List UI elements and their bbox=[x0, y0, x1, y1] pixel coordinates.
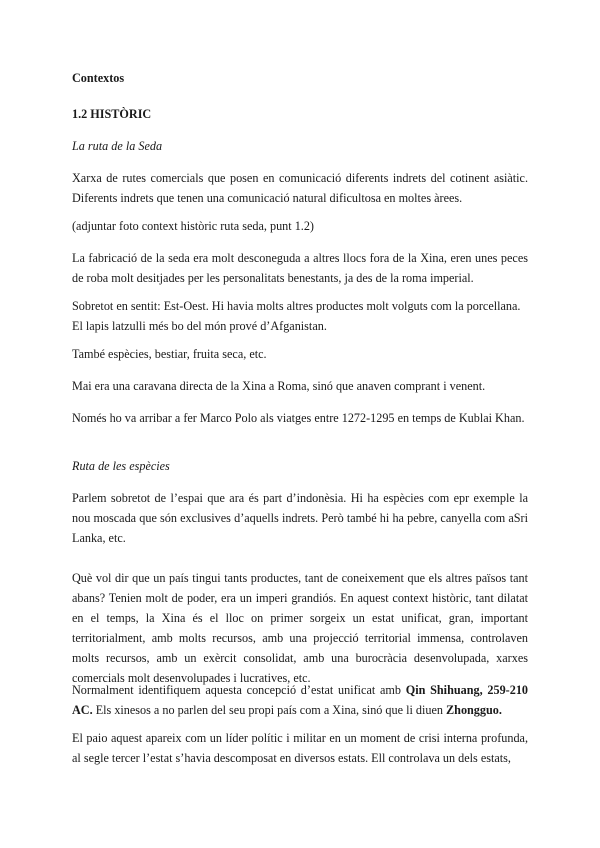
paragraph-qin-shihuang bbox=[72, 680, 528, 720]
section-label: Contextos bbox=[72, 71, 125, 85]
paragraph-marco-polo: Només ho va arribar a fer Marco Polo als viatges entre 1272-1295 en temps de Kublai Khan. bbox=[72, 411, 525, 425]
qin-shihuang-name: Qin Shihuang, 259-210 AC. bbox=[72, 683, 529, 717]
paragraph-silk-fabrication: La fabricació de la seda era molt desconeguda a altres llocs fora de la Xina, eren unes peces de roba molt desitjades per les personalitats benestants, ja des de la roma imperial. bbox=[72, 251, 528, 285]
paragraph-silk-network: Xarxa de rutes comercials que posen en comunicació diferents indrets del cotinent asiàtic. Diferents indrets que tenen una comunicació natural dificultosa en moltes àrees. bbox=[72, 171, 528, 205]
subheading-spice-route: Ruta de les espècies bbox=[72, 459, 170, 473]
paragraph-indonesia: Parlem sobretot de l’espai que ara és part d’indonèsia. Hi ha espècies com epr exemple la nou moscada que són exclusives d’aquells indrets. Però també hi ha pebre, canyella com aSri Lanka, etc. bbox=[72, 491, 528, 545]
paragraph-china-power: Què vol dir que un país tingui tants productes, tant de coneixement que els altres països tant abans? Tenien molt de poder, era un imperi grandiós. En aquest context històric, tant dilatat en el temps, la Xina és el lloc on primer sorgeix un estat unificat, gran, important territorialment, amb molts recursos, amb una projecció territorial immensa, controlaven molts recursos, amb un exèrcit consolidat, amb una burocràcia desenvolupada, xarxes comercials molt desenvolupades i lucratives, etc. bbox=[72, 571, 528, 685]
paragraph-east-west: Sobretot en sentit: Est-Oest. Hi havia molts altres productes molt volguts com la porcellana. El lapis latzulli més bo del món prové d’Afganistan. bbox=[72, 299, 521, 333]
paragraph-photo-note: (adjuntar foto context històric ruta seda, punt 1.2) bbox=[72, 219, 314, 233]
qin-text-b: Els xinesos a no parlen del seu propi país com a Xina, sinó que li diuen bbox=[92, 703, 447, 717]
qin-text-a: Normalment identifiquem aquesta concepció d’estat unificat amb bbox=[72, 683, 406, 697]
subheading-silk-road: La ruta de la Seda bbox=[72, 139, 163, 153]
paragraph-leader: El paio aquest apareix com un líder polític i militar en un moment de crisi interna profunda, al segle tercer l’estat s’havia descomposat en diversos estats. Ell controlava un dels estats, bbox=[72, 731, 528, 765]
section-heading: 1.2 HISTÒRIC bbox=[72, 107, 152, 121]
paragraph-caravan: Mai era una caravana directa de la Xina a Roma, sinó que anaven comprant i venent. bbox=[72, 379, 486, 393]
zhongguo-name: Zhongguo. bbox=[446, 703, 502, 717]
paragraph-spices-list: També espècies, bestiar, fruita seca, etc. bbox=[72, 347, 267, 361]
